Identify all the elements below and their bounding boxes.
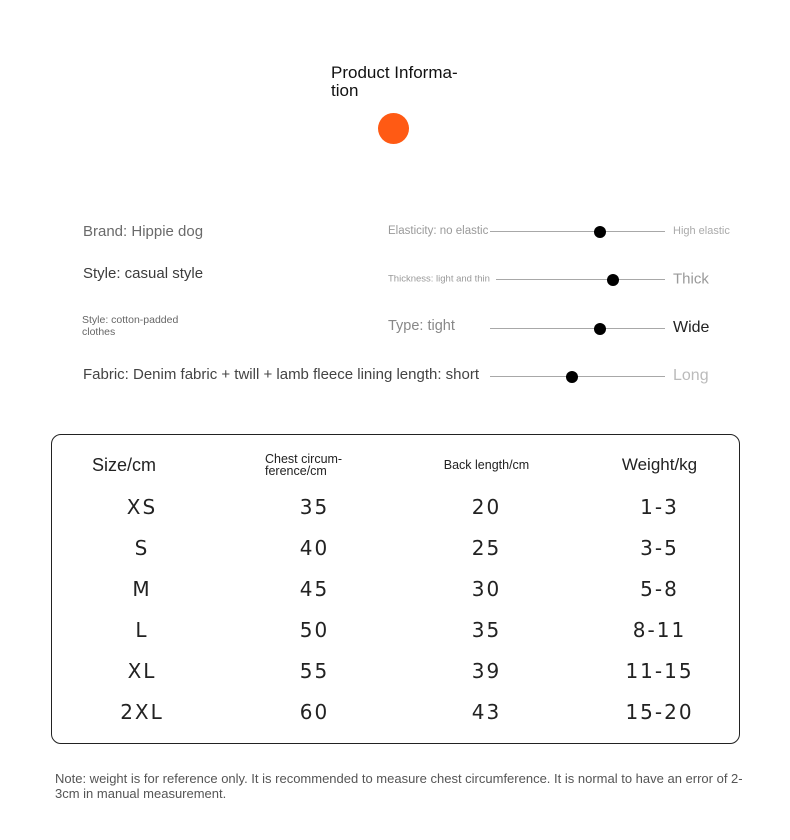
scale-knob [594,323,606,335]
scale-left-label: Elasticity: no elastic [388,225,489,237]
scale-right-label: Thick [673,270,709,288]
chest-cell: 35 [299,495,330,519]
elasticity-scale [388,221,748,241]
thickness-scale [388,269,748,289]
table-row [52,651,739,692]
type-scale [388,318,748,338]
scale-left-label: Type: tight [388,318,455,334]
scale-right-label: Long [673,367,709,384]
weight-cell: 11-15 [625,659,694,683]
table-header [52,435,739,495]
table-row [52,487,739,528]
weight-cell: 3-5 [640,536,679,560]
back-length-cell: 30 [471,577,502,601]
scale-track [496,279,665,280]
size-cell: 2XL [120,700,164,724]
header-size: Size/cm [92,454,157,475]
chest-cell: 45 [299,577,330,601]
scale-knob [594,226,606,238]
chest-cell: 55 [299,659,330,683]
style-label: Style: casual style [83,265,204,282]
weight-cell: 1-3 [640,495,679,519]
accent-dot [378,113,409,144]
back-length-cell: 20 [471,495,502,519]
back-length-cell: 25 [471,536,502,560]
header-chest: Chest circum- ference/cm [265,452,343,478]
scale-right-label: Wide [673,319,710,336]
scale-track [490,231,665,232]
back-length-cell: 43 [471,700,502,724]
header-weight: Weight/kg [621,455,698,474]
scale-right-label: High elastic [673,225,730,237]
size-cell: M [132,577,152,601]
weight-cell: 5-8 [640,577,679,601]
size-table [51,434,740,744]
scale-knob [607,274,619,286]
chest-cell: 40 [299,536,330,560]
fabric-label: Fabric: Denim fabric + twill + lamb fleece lining length: short [83,366,480,383]
weight-cell: 8-11 [632,618,687,642]
table-row [52,569,739,610]
table-row [52,610,739,651]
page-title: Product Informa- tion [331,63,458,100]
table-row [52,528,739,569]
chest-cell: 50 [299,618,330,642]
scale-knob [566,371,578,383]
style-detail-label: Style: cotton-padded clothes [82,314,179,338]
weight-cell: 15-20 [625,700,694,724]
length-scale [480,366,750,386]
chest-cell: 60 [299,700,330,724]
scale-track [490,376,665,377]
brand-label: Brand: Hippie dog [83,223,204,240]
header-back-length: Back length/cm [443,458,530,472]
size-cell: S [134,536,150,560]
back-length-cell: 35 [471,618,502,642]
back-length-cell: 39 [471,659,502,683]
size-cell: XL [127,659,157,683]
size-cell: XS [126,495,158,519]
scale-track [490,328,665,329]
table-row [52,692,739,733]
measurement-note: Note: weight is for reference only. It is recommended to measure chest circumference. It is normal to have an error of 2-3cm in manual measurement. [55,771,743,801]
size-cell: L [135,618,149,642]
scale-left-label: Thickness: light and thin [388,273,490,285]
